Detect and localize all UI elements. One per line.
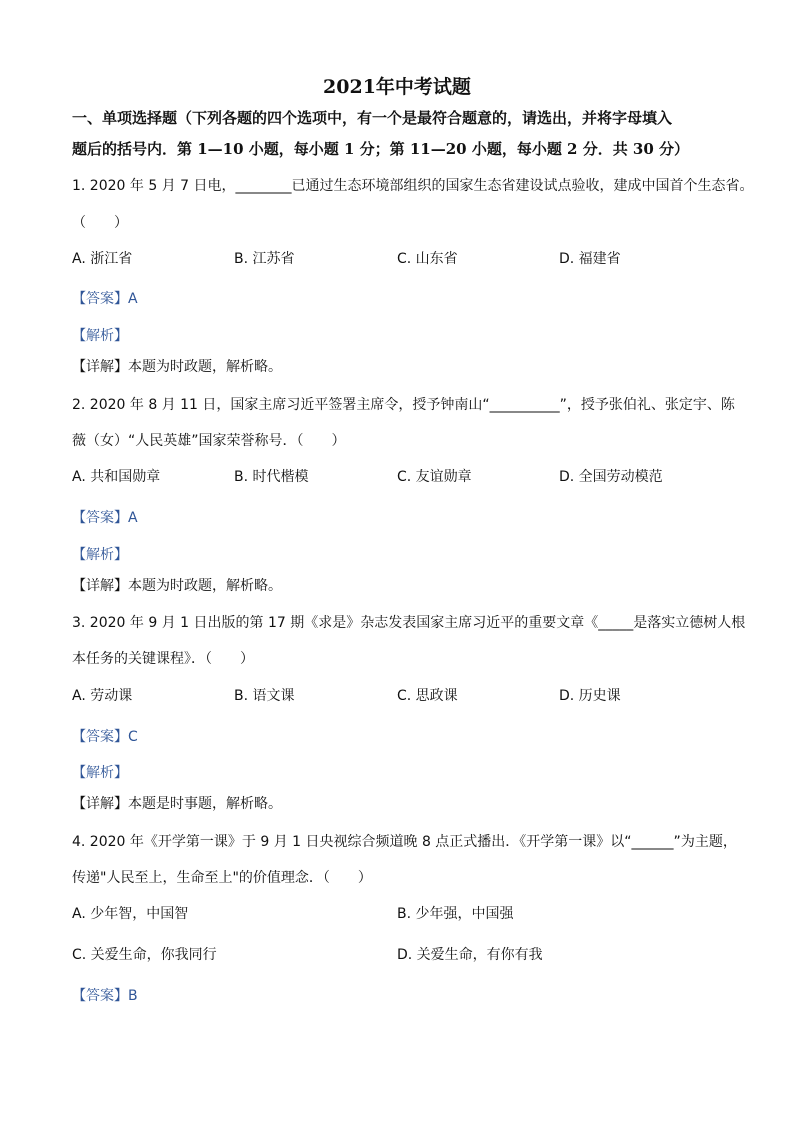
question-4-option-a: A. 少年智，中国智 [72,906,189,922]
analysis-tag: 【解析】 [72,765,128,781]
question-4-answer [72,986,138,1006]
answer-value: C [128,729,138,745]
question-4-option-d: D. 关爱生命，有你有我 [397,947,543,963]
detail-text: 本题是时事题，解析略。 [128,796,282,812]
section-heading-line-2: 题后的括号内．第 1—10 小题，每小题 1 分；第 11—20 小题，每小题 2 分．共 30 分） [72,140,690,158]
question-2-detail [72,576,282,596]
question-2-analysis [72,545,128,565]
answer-value: B [128,988,138,1004]
question-1-stem-line-1: 1. 2020 年 5 月 7 日电，________已通过生态环境部组织的国家生态省建设试点验收，建成中国首个生态省。 [72,178,754,194]
question-1-stem-line-2: （ ） [72,215,128,231]
question-1-option-d: D. 福建省 [559,251,621,267]
question-3-stem-line-2: 本任务的关键课程》．（ ） [72,651,254,667]
question-1-analysis [72,326,128,346]
answer-value: A [128,510,138,526]
answer-value: A [128,291,138,307]
section-heading-line-1: 一、单项选择题（下列各题的四个选项中，有一个是最符合题意的，请选出，并将字母填入 [72,109,673,127]
question-2-option-b: B. 时代楷模 [234,469,309,485]
page-title: 2021年中考试题 [323,76,471,98]
question-4-option-b: B. 少年强，中国强 [397,906,514,922]
answer-tag: 【答案】 [72,729,128,745]
question-4-stem-line-2: 传递"人民至上，生命至上"的价值理念．（ ） [72,870,372,886]
question-1-answer [72,289,138,309]
question-2-stem-line-1: 2. 2020 年 8 月 11 日，国家主席习近平签署主席令，授予钟南山“__________”，授予张伯礼、张定宇、陈 [72,397,735,413]
detail-tag: 【详解】 [72,578,128,594]
answer-tag: 【答案】 [72,291,128,307]
detail-text: 本题为时政题，解析略。 [128,578,282,594]
answer-tag: 【答案】 [72,988,128,1004]
answer-tag: 【答案】 [72,510,128,526]
question-2-stem-line-2: 薇（女）“人民英雄”国家荣誉称号．（ ） [72,433,346,449]
question-3-stem-line-1: 3. 2020 年 9 月 1 日出版的第 17 期《求是》杂志发表国家主席习近平的重要文章《_____是落实立德树人根 [72,615,746,631]
question-3-option-d: D. 历史课 [559,688,621,704]
question-3-option-c: C. 思政课 [397,688,458,704]
detail-text: 本题为时政题，解析略。 [128,359,282,375]
detail-tag: 【详解】 [72,796,128,812]
analysis-tag: 【解析】 [72,328,128,344]
question-2-option-a: A. 共和国勋章 [72,469,161,485]
question-2-answer [72,508,138,528]
question-1-option-a: A. 浙江省 [72,251,133,267]
question-1-option-b: B. 江苏省 [234,251,295,267]
question-1-detail [72,357,282,377]
question-2-option-d: D. 全国劳动模范 [559,469,663,485]
question-4-option-c: C. 关爱生命，你我同行 [72,947,217,963]
question-3-analysis [72,763,128,783]
detail-tag: 【详解】 [72,359,128,375]
question-3-option-b: B. 语文课 [234,688,295,704]
question-3-option-a: A. 劳动课 [72,688,133,704]
question-3-detail [72,794,282,814]
question-3-answer [72,727,138,747]
question-1-option-c: C. 山东省 [397,251,458,267]
analysis-tag: 【解析】 [72,547,128,563]
question-2-option-c: C. 友谊勋章 [397,469,472,485]
question-4-stem-line-1: 4. 2020 年《开学第一课》于 9 月 1 日央视综合频道晚 8 点正式播出．《开学第一课》以“______”为主题， [72,834,737,850]
